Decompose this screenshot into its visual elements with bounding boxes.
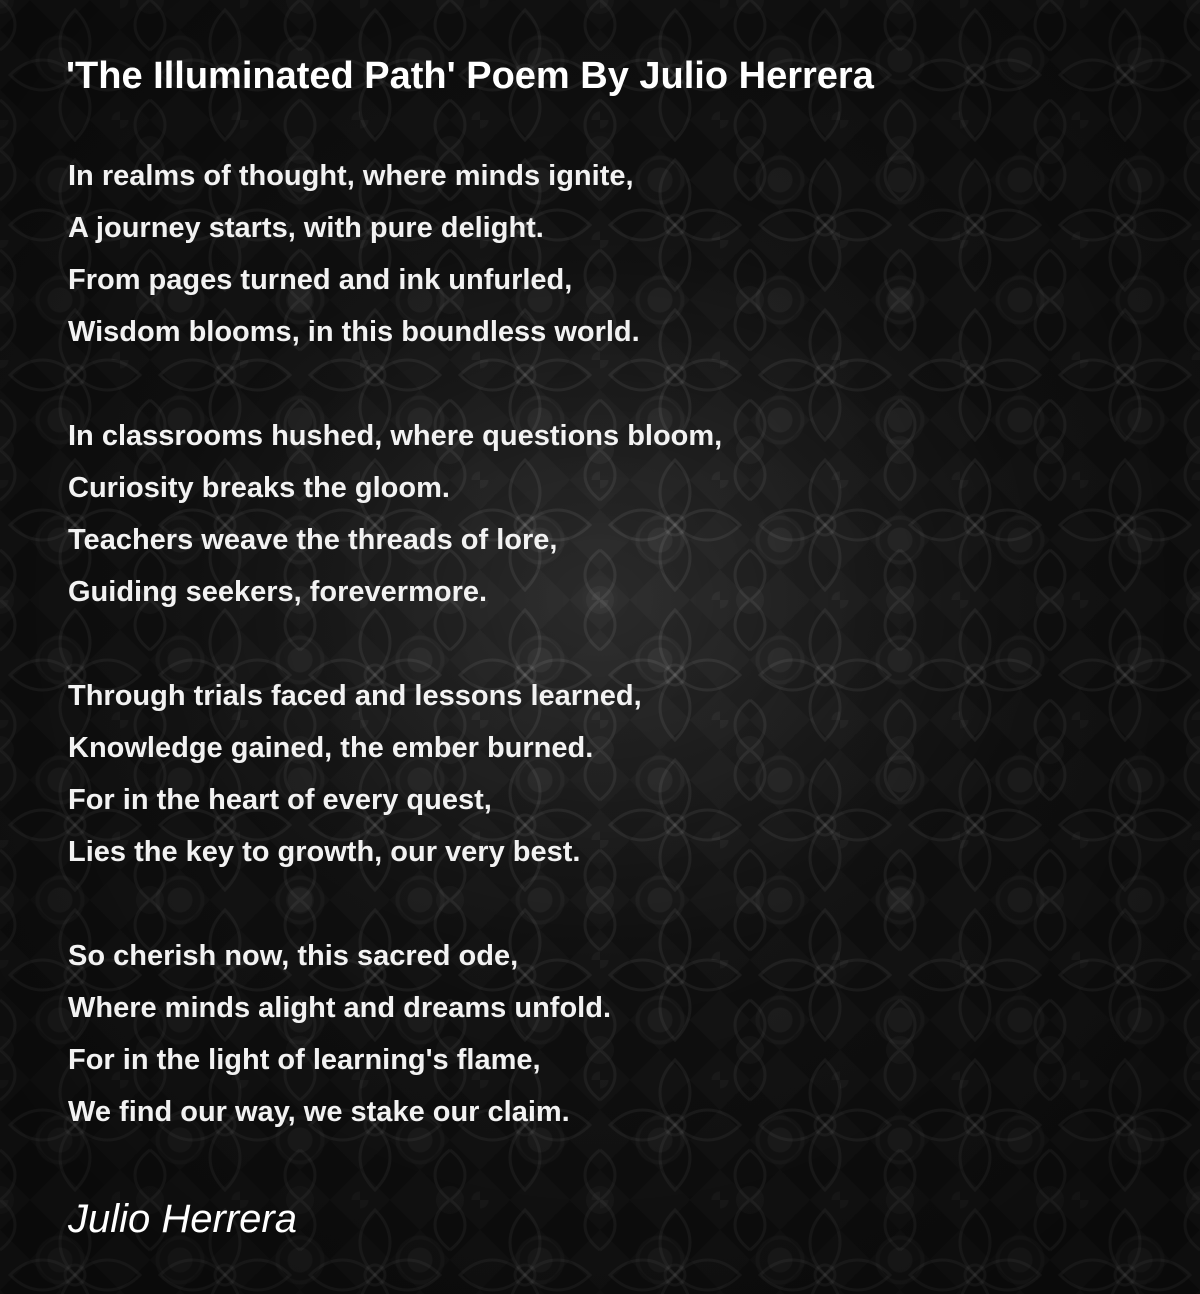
poem-line: In realms of thought, where minds ignite, <box>68 160 634 192</box>
poem-line: For in the light of learning's flame, <box>68 1044 541 1076</box>
stanza-1 <box>68 150 1148 358</box>
poem-line: For in the heart of every quest, <box>68 784 492 816</box>
poem-line: Through trials faced and lessons learned, <box>68 680 642 712</box>
poem-line: From pages turned and ink unfurled, <box>68 264 573 296</box>
poem-line: We find our way, we stake our claim. <box>68 1096 570 1128</box>
poem-line: Guiding seekers, forevermore. <box>68 576 488 608</box>
poem-line: A journey starts, with pure delight. <box>68 212 544 244</box>
poem-line: Wisdom blooms, in this boundless world. <box>68 316 640 348</box>
stanza-4 <box>68 930 1148 1138</box>
stanza-3 <box>68 670 1148 878</box>
poem-line: Curiosity breaks the gloom. <box>68 472 450 504</box>
poem-line: Lies the key to growth, our very best. <box>68 836 581 868</box>
poem-line: In classrooms hushed, where questions bloom, <box>68 420 723 452</box>
poem-line: Where minds alight and dreams unfold. <box>68 992 611 1024</box>
poem-line: Knowledge gained, the ember burned. <box>68 732 594 764</box>
poem-title: 'The Illuminated Path' Poem By Julio Herrera <box>66 55 874 97</box>
poem-line: Teachers weave the threads of lore, <box>68 524 558 556</box>
author-signature: Julio Herrera <box>68 1197 297 1241</box>
poem-line: So cherish now, this sacred ode, <box>68 940 519 972</box>
poem-body <box>68 150 1148 1190</box>
stanza-2 <box>68 410 1148 618</box>
